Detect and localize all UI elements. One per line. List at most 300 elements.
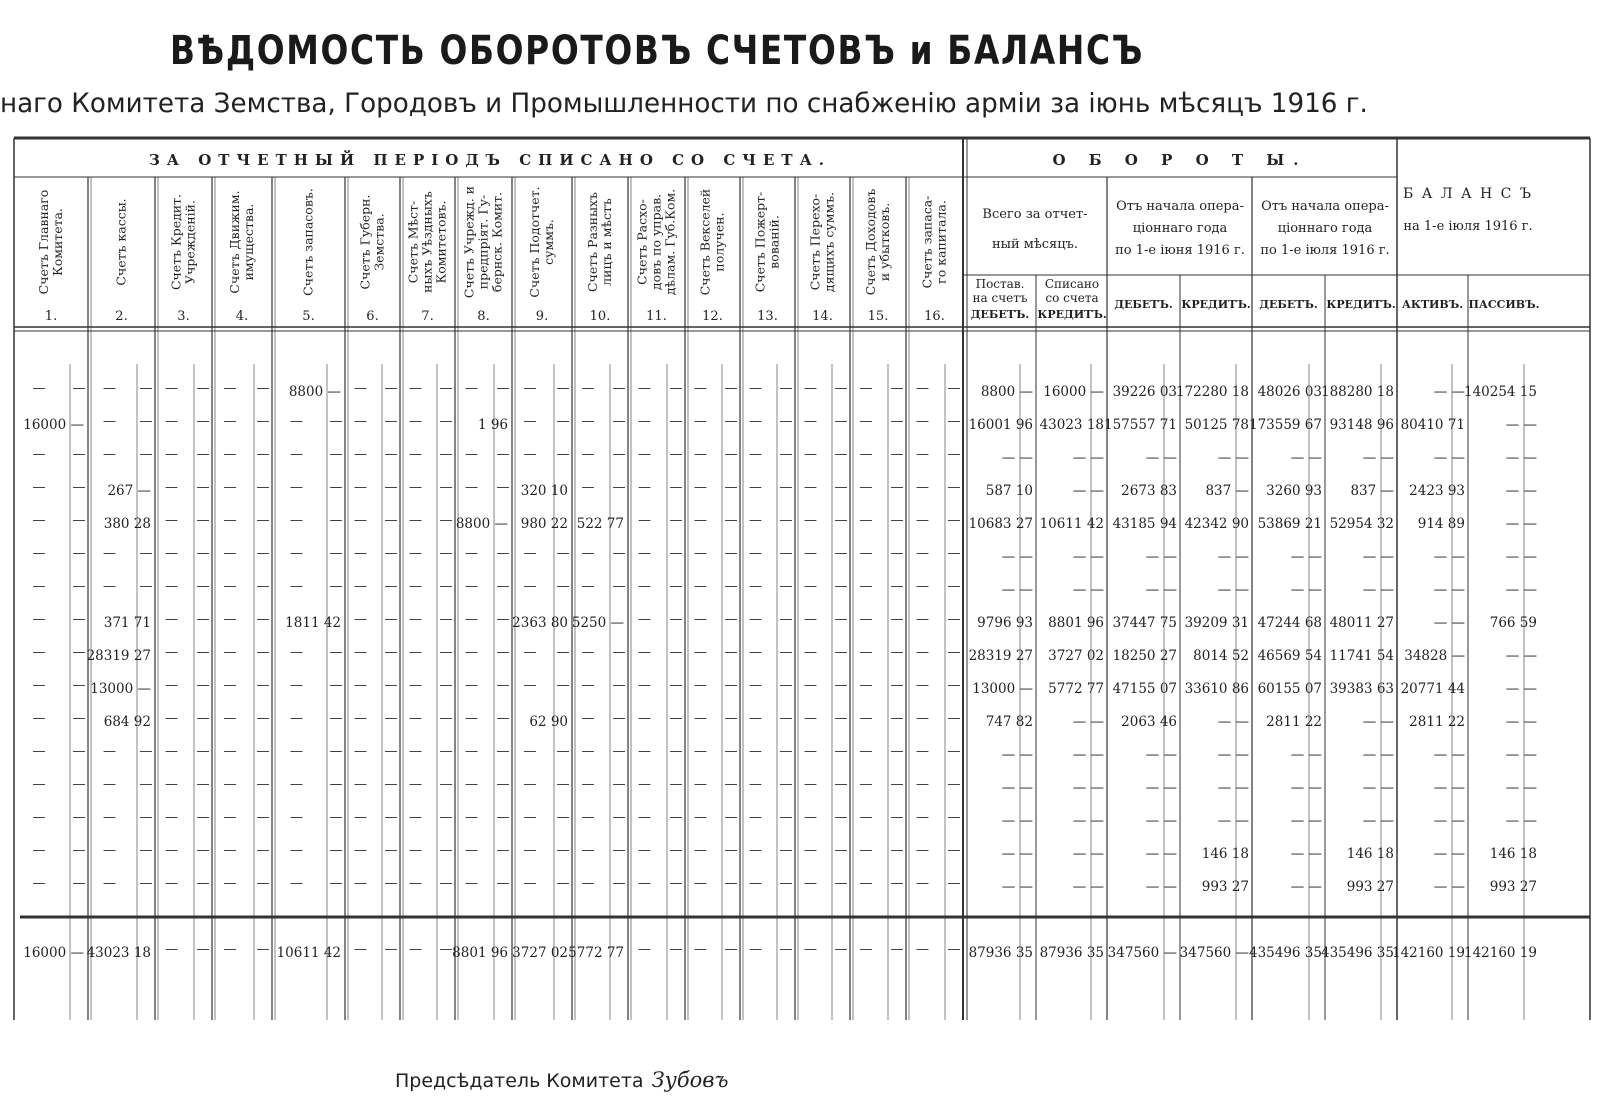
dash-placeholder: — (103, 843, 116, 858)
ledger-row-turnover-value: — — (1362, 747, 1394, 763)
column-number: 15. (867, 309, 889, 324)
dash-placeholder: — (749, 843, 762, 858)
ledger-row-turnover-value: — — (1145, 879, 1177, 895)
ledger-row-turnover-value: — — (1505, 483, 1537, 499)
dash-placeholder: — (256, 876, 270, 891)
subhead-posted: на счетъ (972, 291, 1028, 305)
dash-placeholder: — (612, 645, 626, 660)
dash-placeholder: — (196, 810, 210, 825)
dash-placeholder: — (581, 546, 595, 561)
ledger-row-turnover-value: 5772 77 (1048, 681, 1104, 697)
dash-placeholder: — (638, 810, 651, 825)
dash-placeholder: — (496, 777, 510, 792)
dash-placeholder: — (465, 546, 478, 561)
dash-placeholder: — (223, 744, 237, 759)
dash-placeholder: — (638, 678, 651, 693)
dash-placeholder: — (804, 513, 817, 528)
totals-row-account-value: 43023 18 (86, 945, 151, 961)
column-number: 2. (115, 309, 128, 324)
ledger-row-turnover-value: — — (1505, 417, 1537, 433)
dash-placeholder: — (72, 744, 86, 759)
ledger-row-turnover-value: 48026 03 (1257, 384, 1322, 400)
ledger-row-turnover-value: — — (1290, 582, 1322, 598)
dash-placeholder: — (947, 876, 961, 891)
dash-placeholder: — (103, 810, 116, 825)
subhead-kredit1: КРЕДИТЪ. (1181, 298, 1251, 311)
dash-placeholder: — (916, 480, 929, 495)
dash-placeholder: — (384, 513, 398, 528)
dash-placeholder: — (669, 744, 683, 759)
dash-placeholder: — (612, 678, 626, 693)
dash-placeholder: — (916, 546, 929, 561)
dash-placeholder: — (669, 876, 683, 891)
dash-placeholder: — (409, 711, 422, 726)
column-header-label: и убытковъ. (877, 202, 892, 282)
ledger-row-turnover-value: 2811 22 (1266, 714, 1322, 730)
dash-placeholder: — (859, 414, 873, 429)
ledger-row-turnover-value: — — (1145, 780, 1177, 796)
dash-placeholder: — (638, 711, 651, 726)
dash-placeholder: — (749, 612, 762, 627)
dash-placeholder: — (32, 546, 46, 561)
dash-placeholder: — (496, 579, 510, 594)
ledger-row-turnover-value: — — (1001, 879, 1033, 895)
dash-placeholder: — (834, 447, 848, 462)
ledger-row-turnover-value: — — (1001, 813, 1033, 829)
column-number: 8. (477, 309, 490, 324)
group-title-period: ЗА ОТЧЕТНЫЙ ПЕРІОДЪ СПИСАНО СО СЧЕТА. (148, 151, 832, 169)
ledger-row-account-value: 371 71 (103, 615, 151, 631)
dash-placeholder: — (749, 513, 762, 528)
dash-placeholder: — (290, 414, 303, 429)
dash-placeholder: — (581, 711, 595, 726)
dash-placeholder: — (804, 711, 817, 726)
column-header-label: Учрежденій. (182, 200, 198, 284)
dash-placeholder: — (256, 744, 270, 759)
dash-placeholder: — (890, 414, 904, 429)
dash-placeholder: — (749, 942, 762, 957)
dash-placeholder: — (890, 777, 904, 792)
dash-placeholder: — (32, 381, 46, 396)
dash-placeholder: — (409, 381, 422, 396)
ledger-row-turnover-value: — — (1001, 582, 1033, 598)
ledger-row-turnover-value: — — (1001, 747, 1033, 763)
dash-placeholder: — (669, 678, 683, 693)
dash-placeholder: — (804, 414, 817, 429)
dash-placeholder: — (223, 414, 237, 429)
ledger-row-turnover-value: 47244 68 (1257, 615, 1322, 631)
dash-placeholder: — (916, 678, 929, 693)
ledger-row-turnover-value: — — (1072, 747, 1104, 763)
dash-placeholder: — (834, 546, 848, 561)
dash-placeholder: — (859, 645, 873, 660)
dash-placeholder: — (409, 612, 422, 627)
dash-placeholder: — (916, 513, 929, 528)
dash-placeholder: — (290, 513, 303, 528)
dash-placeholder: — (669, 381, 683, 396)
dash-placeholder: — (354, 579, 367, 594)
column-number: 11. (646, 309, 667, 324)
ledger-row-account-value: 380 28 (103, 516, 151, 532)
dash-placeholder: — (165, 579, 178, 594)
dash-placeholder: — (409, 876, 422, 891)
dash-placeholder: — (749, 447, 762, 462)
dash-placeholder: — (165, 711, 178, 726)
dash-placeholder: — (256, 645, 270, 660)
dash-placeholder: — (523, 876, 537, 891)
dash-placeholder: — (947, 414, 961, 429)
subhead-debet1: ДЕБЕТЪ. (1114, 298, 1173, 311)
dash-placeholder: — (612, 447, 626, 462)
dash-placeholder: — (694, 876, 707, 891)
column-header-label: Счетъ Мѣст- (405, 200, 421, 284)
dash-placeholder: — (465, 480, 478, 495)
ledger-row-turnover-value: — — (1433, 582, 1465, 598)
dash-placeholder: — (409, 447, 422, 462)
ledger-row-turnover-value: 172280 18 (1175, 384, 1249, 400)
dash-placeholder: — (384, 447, 398, 462)
dash-placeholder: — (834, 810, 848, 825)
ledger-row-turnover-value: 20771 44 (1400, 681, 1465, 697)
dash-placeholder: — (890, 810, 904, 825)
footer-signature-line (395, 1068, 729, 1092)
dash-placeholder: — (859, 447, 873, 462)
ledger-row-turnover-value: — — (1072, 549, 1104, 565)
ledger-row-turnover-value: 2063 46 (1121, 714, 1177, 730)
totals-row-account-value: 8801 96 (452, 945, 508, 961)
ledger-row-turnover-value: — — (1217, 813, 1249, 829)
dash-placeholder: — (859, 744, 873, 759)
dash-placeholder: — (859, 777, 873, 792)
ledger-row-account-value: 8800 — (455, 516, 508, 532)
ledger-row-turnover-value: — — (1433, 747, 1465, 763)
dash-placeholder: — (196, 381, 210, 396)
dash-placeholder: — (669, 579, 683, 594)
dash-placeholder: — (439, 579, 453, 594)
ledger-row-turnover-value: — — (1072, 450, 1104, 466)
column-number: 10. (589, 309, 611, 324)
dash-placeholder: — (724, 678, 738, 693)
column-header-label: Счетъ Главнаго (36, 189, 51, 295)
dash-placeholder: — (834, 744, 848, 759)
dash-placeholder: — (465, 777, 478, 792)
column-header-label: Счетъ запаса- (919, 195, 935, 289)
dash-placeholder: — (329, 414, 343, 429)
subhead-aktiv: АКТИВЪ. (1401, 298, 1464, 311)
totals-row-account-value: 16000 — (23, 945, 84, 961)
dash-placeholder: — (256, 942, 270, 957)
dash-placeholder: — (804, 942, 817, 957)
ledger-row-turnover-value: — — (1145, 549, 1177, 565)
ledger-row-turnover-value: 60155 07 (1257, 681, 1322, 697)
dash-placeholder: — (916, 612, 929, 627)
dash-placeholder: — (581, 777, 595, 792)
ledger-row-turnover-value: 146 18 (1346, 846, 1394, 862)
subhead-passiv: ПАССИВЪ. (1468, 298, 1540, 311)
column-header-label: Счетъ кассы. (113, 198, 129, 286)
column-header-label: Комитетовъ. (433, 200, 449, 284)
dash-placeholder: — (916, 579, 929, 594)
dash-placeholder: — (103, 447, 116, 462)
dash-placeholder: — (724, 513, 738, 528)
dash-placeholder: — (354, 744, 367, 759)
dash-placeholder: — (465, 645, 478, 660)
dash-placeholder: — (523, 645, 537, 660)
dash-placeholder: — (256, 480, 270, 495)
ledger-row-turnover-value: 43185 94 (1112, 516, 1177, 532)
dash-placeholder: — (384, 942, 398, 957)
column-header-label: ныхъ Уѣздныхъ (419, 191, 435, 293)
dash-placeholder: — (32, 843, 46, 858)
dash-placeholder: — (804, 612, 817, 627)
ledger-row-turnover-value: — — (1217, 450, 1249, 466)
ledger-row-account-value: 8800 — (288, 384, 341, 400)
dash-placeholder: — (384, 612, 398, 627)
dash-placeholder: — (669, 645, 683, 660)
dash-placeholder: — (384, 579, 398, 594)
ledger-row-turnover-value: — — (1433, 879, 1465, 895)
dash-placeholder: — (804, 777, 817, 792)
ledger-row-turnover-value: — — (1505, 747, 1537, 763)
column-header-label: Счетъ Кредит. (168, 193, 184, 291)
dash-placeholder: — (749, 777, 762, 792)
dash-placeholder: — (556, 678, 570, 693)
dash-placeholder: — (329, 876, 343, 891)
dash-placeholder: — (694, 579, 707, 594)
dash-placeholder: — (523, 447, 537, 462)
dash-placeholder: — (139, 843, 153, 858)
ledger-row-turnover-value: — — (1362, 549, 1394, 565)
dash-placeholder: — (638, 744, 651, 759)
dash-placeholder: — (165, 381, 178, 396)
ledger-row-turnover-value: 50125 78 (1184, 417, 1249, 433)
ledger-row-turnover-value: 837 — (1205, 483, 1249, 499)
dash-placeholder: — (329, 546, 343, 561)
dash-placeholder: — (724, 744, 738, 759)
dash-placeholder: — (890, 480, 904, 495)
dash-placeholder: — (465, 579, 478, 594)
dash-placeholder: — (523, 810, 537, 825)
dash-placeholder: — (694, 711, 707, 726)
dash-placeholder: — (779, 612, 793, 627)
dash-placeholder: — (32, 612, 46, 627)
dash-placeholder: — (779, 579, 793, 594)
dash-placeholder: — (290, 777, 303, 792)
ledger-row-turnover-value: — — (1505, 549, 1537, 565)
dash-placeholder: — (612, 744, 626, 759)
dash-placeholder: — (290, 447, 303, 462)
subhead-posted: Постав. (975, 277, 1025, 291)
dash-placeholder: — (223, 810, 237, 825)
dash-placeholder: — (694, 480, 707, 495)
ledger-row-turnover-value: — — (1072, 582, 1104, 598)
dash-placeholder: — (916, 744, 929, 759)
dash-placeholder: — (384, 876, 398, 891)
dash-placeholder: — (139, 810, 153, 825)
dash-placeholder: — (947, 744, 961, 759)
ledger-row-turnover-value: 3727 02 (1048, 648, 1104, 664)
dash-placeholder: — (496, 447, 510, 462)
dash-placeholder: — (465, 447, 478, 462)
ledger-table (0, 130, 1616, 1050)
column-number: 6. (366, 309, 379, 324)
dash-placeholder: — (256, 678, 270, 693)
ledger-row-turnover-value: 13000 — (972, 681, 1033, 697)
dash-placeholder: — (612, 711, 626, 726)
dash-placeholder: — (556, 876, 570, 891)
dash-placeholder: — (496, 381, 510, 396)
dash-placeholder: — (556, 645, 570, 660)
column-header-label: довъ по управ. (648, 193, 664, 291)
dash-placeholder: — (724, 480, 738, 495)
dash-placeholder: — (223, 876, 237, 891)
dash-placeholder: — (165, 843, 178, 858)
turnover-head-july: Отъ начала опера- (1261, 199, 1389, 214)
ledger-row-turnover-value: 188280 18 (1320, 384, 1394, 400)
dash-placeholder: — (256, 546, 270, 561)
dash-placeholder: — (581, 381, 595, 396)
dash-placeholder: — (523, 579, 537, 594)
dash-placeholder: — (947, 612, 961, 627)
dash-placeholder: — (612, 777, 626, 792)
dash-placeholder: — (290, 678, 303, 693)
dash-placeholder: — (804, 744, 817, 759)
dash-placeholder: — (916, 645, 929, 660)
dash-placeholder: — (523, 843, 537, 858)
subhead-written: Списано (1044, 277, 1100, 291)
dash-placeholder: — (556, 843, 570, 858)
dash-placeholder: — (32, 744, 46, 759)
dash-placeholder: — (384, 546, 398, 561)
ledger-row-turnover-value: 2423 93 (1409, 483, 1465, 499)
dash-placeholder: — (694, 777, 707, 792)
dash-placeholder: — (916, 711, 929, 726)
dash-placeholder: — (139, 579, 153, 594)
dash-placeholder: — (32, 480, 46, 495)
ledger-row-turnover-value: — — (1217, 582, 1249, 598)
ledger-row-turnover-value: 39226 03 (1112, 384, 1177, 400)
dash-placeholder: — (834, 678, 848, 693)
dash-placeholder: — (256, 612, 270, 627)
ledger-row-turnover-value: — — (1505, 813, 1537, 829)
subhead-written: со счета (1045, 291, 1099, 305)
column-header-label: суммъ. (541, 219, 556, 265)
dash-placeholder: — (804, 810, 817, 825)
turnover-head-month: Всего за отчет- (982, 207, 1088, 222)
dash-placeholder: — (916, 447, 929, 462)
dash-placeholder: — (779, 942, 793, 957)
subhead-debet2: ДЕБЕТЪ. (1259, 298, 1318, 311)
ledger-row-turnover-value: 39383 63 (1329, 681, 1394, 697)
dash-placeholder: — (384, 777, 398, 792)
column-number: 4. (235, 309, 249, 324)
ledger-row-turnover-value: — — (1072, 846, 1104, 862)
dash-placeholder: — (612, 579, 626, 594)
dash-placeholder: — (409, 678, 422, 693)
dash-placeholder: — (72, 876, 86, 891)
dash-placeholder: — (556, 777, 570, 792)
dash-placeholder: — (724, 843, 738, 858)
dash-placeholder: — (779, 546, 793, 561)
ledger-row-turnover-value: 9796 93 (977, 615, 1033, 631)
dash-placeholder: — (465, 843, 478, 858)
dash-placeholder: — (439, 513, 453, 528)
dash-placeholder: — (947, 810, 961, 825)
dash-placeholder: — (290, 810, 303, 825)
dash-placeholder: — (694, 447, 707, 462)
dash-placeholder: — (859, 678, 873, 693)
dash-placeholder: — (669, 414, 683, 429)
dash-placeholder: — (638, 480, 651, 495)
dash-placeholder: — (384, 843, 398, 858)
dash-placeholder: — (947, 480, 961, 495)
dash-placeholder: — (496, 744, 510, 759)
ledger-row-turnover-value: — — (1433, 615, 1465, 631)
column-header-label: Счетъ Расхо- (634, 199, 650, 285)
dash-placeholder: — (290, 744, 303, 759)
dash-placeholder: — (724, 645, 738, 660)
dash-placeholder: — (779, 843, 793, 858)
dash-placeholder: — (947, 447, 961, 462)
dash-placeholder: — (947, 777, 961, 792)
ledger-row-turnover-value: — — (1217, 780, 1249, 796)
dash-placeholder: — (196, 876, 210, 891)
ledger-row-turnover-value: 173559 67 (1248, 417, 1322, 433)
dash-placeholder: — (779, 414, 793, 429)
column-number: 1. (44, 309, 58, 324)
ledger-row-turnover-value: — — (1145, 813, 1177, 829)
dash-placeholder: — (669, 711, 683, 726)
dash-placeholder: — (669, 810, 683, 825)
dash-placeholder: — (465, 612, 478, 627)
dash-placeholder: — (804, 381, 817, 396)
dash-placeholder: — (694, 381, 707, 396)
ledger-row-turnover-value: — — (1072, 483, 1104, 499)
ledger-row-turnover-value: — — (1290, 813, 1322, 829)
column-header-label: Счетъ Губерн. (357, 194, 373, 290)
totals-row-turnover-value: 435496 35 (1248, 945, 1322, 961)
dash-placeholder: — (859, 579, 873, 594)
dash-placeholder: — (804, 579, 817, 594)
column-header-label: дящихъ суммъ. (821, 191, 837, 293)
dash-placeholder: — (465, 678, 478, 693)
dash-placeholder: — (196, 711, 210, 726)
dash-placeholder: — (523, 744, 537, 759)
dash-placeholder: — (409, 480, 422, 495)
chairman-label: Предсѣдатель Комитета (395, 1070, 644, 1092)
ledger-row-account-value: 522 77 (576, 516, 624, 532)
dash-placeholder: — (947, 843, 961, 858)
dash-placeholder: — (72, 678, 86, 693)
turnover-head-july: по 1-е іюля 1916 г. (1260, 243, 1390, 258)
totals-row-account-value: 10611 42 (276, 945, 341, 961)
dash-placeholder: — (581, 480, 595, 495)
dash-placeholder: — (804, 447, 817, 462)
turnover-head-june: по 1-е іюня 1916 г. (1115, 243, 1245, 258)
ledger-row-account-value: 28319 27 (86, 648, 151, 664)
dash-placeholder: — (779, 876, 793, 891)
dash-placeholder: — (223, 546, 237, 561)
dash-placeholder: — (834, 843, 848, 858)
dash-placeholder: — (354, 381, 367, 396)
dash-placeholder: — (165, 480, 178, 495)
ledger-row-turnover-value: — — (1505, 780, 1537, 796)
dash-placeholder: — (638, 942, 651, 957)
dash-placeholder: — (612, 876, 626, 891)
dash-placeholder: — (694, 645, 707, 660)
dash-placeholder: — (165, 645, 178, 660)
dash-placeholder: — (439, 612, 453, 627)
